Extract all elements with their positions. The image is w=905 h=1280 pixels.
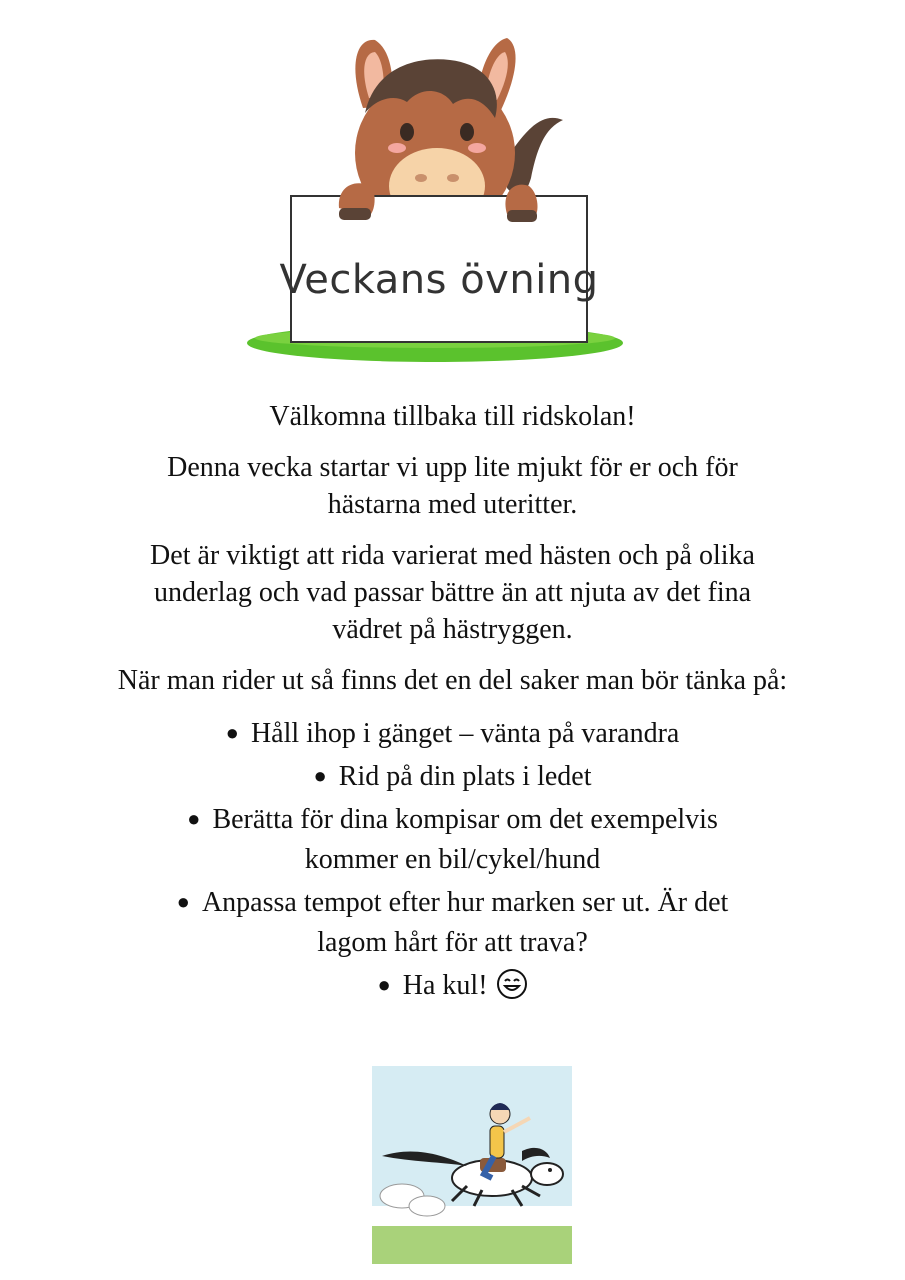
welcome-text: Välkomna tillbaka till ridskolan! bbox=[269, 401, 636, 432]
bullet-icon: ● bbox=[225, 720, 239, 745]
bullet-icon: ● bbox=[377, 972, 391, 997]
bullet-icon: ● bbox=[313, 763, 327, 788]
list-item: ● Rid på din plats i ledet bbox=[0, 756, 905, 797]
rider-on-horse-cartoon-icon bbox=[372, 1066, 572, 1264]
horse-tail bbox=[507, 118, 563, 196]
tips-list bbox=[0, 713, 905, 1006]
trail-riding-paragraph: När man rider ut så finns det en del saker man bör tänka på: bbox=[117, 665, 788, 696]
smiley-icon bbox=[496, 968, 528, 1000]
bullet-icon: ● bbox=[187, 806, 201, 831]
bullet-icon: ● bbox=[176, 889, 190, 914]
list-item: ● Berätta för dina kompisar om det exempelvis kommer en bil/cykel/hund bbox=[0, 799, 905, 880]
list-item: ● Håll ihop i gänget – vänta på varandra bbox=[0, 713, 905, 754]
sign-title: Veckans övning bbox=[279, 257, 599, 303]
list-item: ● Ha kul! bbox=[0, 965, 905, 1006]
list-item: ● Anpassa tempot efter hur marken ser ut. Är det lagom hårt för att trava? bbox=[0, 882, 905, 963]
article-content bbox=[0, 398, 905, 1008]
variety-paragraph: Det är viktigt att rida varierat med hästen och på olika underlag och vad passar bättre än att njuta av det fina vädret på hästryggen. bbox=[150, 540, 755, 645]
header-illustration bbox=[245, 28, 625, 368]
intro-paragraph: Denna vecka startar vi upp lite mjukt för er och för hästarna med uteritter. bbox=[167, 452, 738, 520]
